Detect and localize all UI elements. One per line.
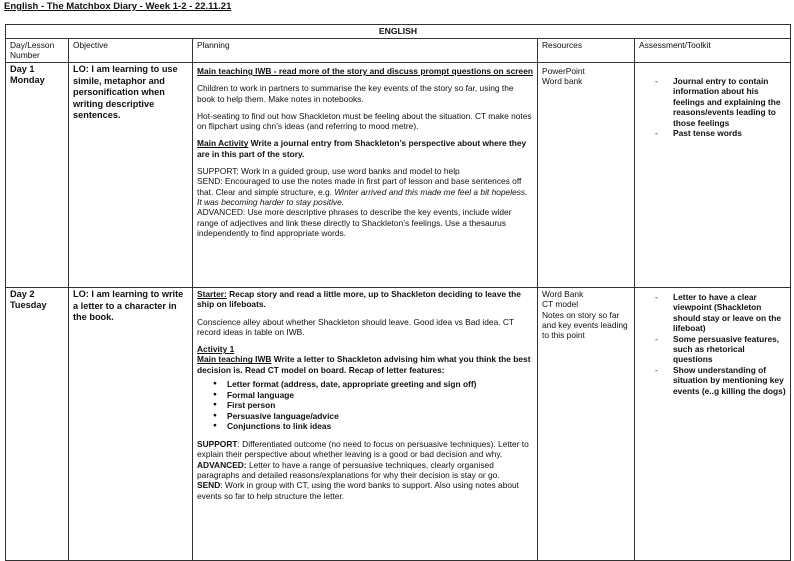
- day-1-partner-work: Children to work in partners to summarise the key events of the story so far, using the book to help them. Make notes in notebooks.: [197, 83, 514, 104]
- day-1-main-activity-label: Main Activity: [197, 138, 249, 149]
- day-1-hot-seating: Hot-seating to find out how Shackleton must be feeling about the situation. CT make notes on flipchart using chn’s ideas (and referring to mood metre).: [197, 110, 532, 132]
- section-heading: ENGLISH: [6, 25, 791, 39]
- day-1-main-teaching: Main teaching IWB - read more of the story and discuss prompt questions on screen: [197, 66, 533, 76]
- day-1-resource-item: Word bank: [542, 76, 583, 87]
- day-2-cell: [6, 288, 69, 561]
- list-item: ● Formal language: [227, 390, 533, 401]
- table-row-day-2: [6, 288, 791, 561]
- day-2-conscience-alley: Conscience alley about whether Shackleton should leave. Good idea vs Bad idea. CT record ideas in table on IWB.: [197, 316, 514, 337]
- day-2-support-label: SUPPORT: [197, 439, 238, 450]
- day-2-send-text: : Work in group with CT, using the word banks to support. Also using notes about events so far to help structure the letter.: [197, 480, 519, 501]
- header-row: [6, 39, 791, 63]
- day-1-planning: [193, 63, 538, 288]
- day-1-resources: [538, 63, 635, 288]
- header-objective: Objective: [69, 39, 193, 63]
- day-2-resource-item: Word Bank: [542, 289, 584, 299]
- day-1-support: SUPPORT: Work in a guided group, use word banks and model to help: [197, 166, 460, 177]
- day-2-send-label: SEND: [197, 480, 221, 491]
- header-planning: Planning: [193, 39, 538, 63]
- day-1-weekday: Monday: [10, 75, 45, 85]
- header-resources: Resources: [538, 39, 635, 63]
- day-1-assessment-item: - Past tense words: [673, 128, 786, 138]
- day-1-send-text: SEND: Encouraged to use the notes made in first part of lesson and base sentences off that. Clear and simple structure, e.g.: [197, 176, 522, 197]
- day-1-number: Day 1: [10, 64, 35, 74]
- day-2-main-teaching-text: Write a letter to Shackleton advising him what you think the best decision is. Read CT model on board. Recap of letter features:: [197, 354, 531, 375]
- day-2-advanced-label: ADVANCED:: [197, 459, 247, 470]
- day-2-resource-item: Notes on story so far and key events leading to this point: [542, 309, 628, 341]
- list-item: ● Conjunctions to link ideas: [227, 421, 533, 432]
- day-1-advanced: ADVANCED: Use more descriptive phrases to describe the key events, include wider range of adjectives and link these directly to Shackleton’s feelings. Use a thesaurus independently to find appropriate words.: [197, 207, 512, 238]
- planning-table: [5, 24, 791, 561]
- document-title: English - The Matchbox Diary - Week 1-2 - 22.11.21: [4, 1, 232, 12]
- header-day: Day/Lesson Number: [6, 39, 69, 63]
- day-2-send: [197, 480, 533, 501]
- day-2-starter: [197, 289, 533, 310]
- day-2-objective: LO: I am learning to write a letter to a character in the book.: [69, 288, 193, 561]
- day-2-main-teaching: [197, 354, 533, 375]
- day-2-advanced: [197, 460, 533, 481]
- day-2-resource-item: CT model: [542, 299, 579, 310]
- day-2-assessment-item: - Letter to have a clear viewpoint (Shackleton should stay or leave on the lifeboat): [673, 292, 786, 334]
- list-item: ● Letter format (address, date, appropriate greeting and sign off): [227, 379, 533, 390]
- day-2-main-teaching-label: Main teaching IWB: [197, 354, 272, 365]
- day-1-send-example: Winter arrived and this made me feel a bit hopeless. It was becoming harder to stay positive.: [197, 186, 528, 207]
- day-1-main-activity-text: Write a journal entry from Shackleton’s perspective about where they are in this part of the story.: [197, 138, 527, 159]
- day-1-cell: [6, 63, 69, 288]
- day-1-assessment-item: - Journal entry to contain information about his feelings and explaining the reasons/events leading to those feelings: [673, 76, 786, 128]
- day-2-assessment-item: - Show understanding of situation by mentioning key events (e..g killing the dogs): [673, 365, 786, 396]
- list-item: ● First person: [227, 400, 533, 411]
- day-2-weekday: Tuesday: [10, 300, 47, 310]
- day-2-planning: [193, 288, 538, 561]
- day-2-support: [197, 439, 533, 460]
- table-row-day-1: [6, 63, 791, 288]
- day-1-objective: LO: I am learning to use simile, metaphor and personification when writing descriptive sentences.: [69, 63, 193, 288]
- day-2-assessment-item: - Some persuasive features, such as rhetorical questions: [673, 334, 786, 365]
- day-2-resources: [538, 288, 635, 561]
- day-2-starter-text: Recap story and read a little more, up to Shackleton deciding to leave the ship on lifeboats.: [197, 289, 521, 310]
- day-2-number: Day 2: [10, 289, 35, 299]
- day-2-starter-label: Starter:: [197, 289, 227, 299]
- letter-features-list: [197, 379, 533, 432]
- day-2-support-text: : Differentiated outcome (no need to focus on persuasive techniques). Letter to explain their perspective about whether leaving is a good or bad decision and why.: [197, 439, 529, 460]
- day-2-advanced-text: Letter to have a range of persuasive techniques, clearly organised paragraphs and detailed reasons/explanations for why their decision is stay or go.: [197, 459, 500, 480]
- header-assessment: Assessment/Toolkit: [635, 39, 791, 63]
- day-2-activity-label: Activity 1: [197, 344, 235, 355]
- day-1-send: [197, 176, 533, 207]
- list-item: ● Persuasive language/advice: [227, 411, 533, 422]
- day-1-resource-item: PowerPoint: [542, 66, 585, 76]
- day-1-assessment: [635, 63, 791, 288]
- day-2-assessment: [635, 288, 791, 561]
- day-1-main-activity: [197, 138, 533, 159]
